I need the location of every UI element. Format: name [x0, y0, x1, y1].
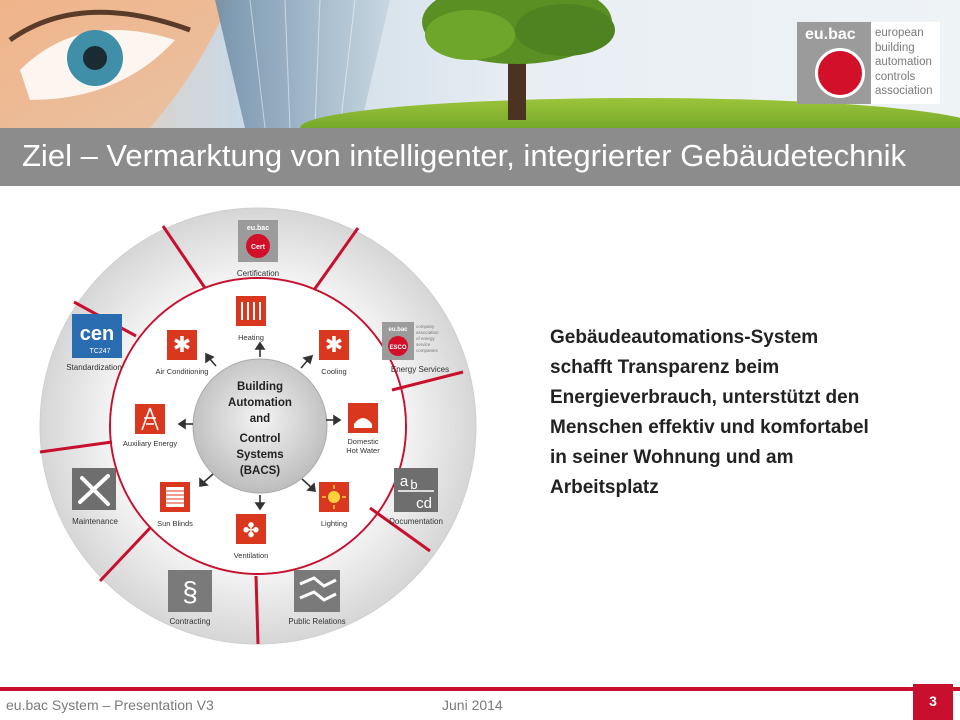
heating-icon	[236, 296, 266, 326]
bacs-wheel	[38, 206, 478, 646]
cen-tc-text: TC247	[89, 348, 111, 355]
svg-text:✤: ✤	[242, 520, 260, 542]
logo-word: controls	[875, 70, 916, 83]
logo-word: association	[875, 85, 933, 97]
documentation-item	[389, 468, 443, 526]
hub-label: and	[249, 413, 271, 425]
cert-badge-text: Cert	[250, 244, 266, 251]
maintenance-label: Maintenance	[72, 517, 118, 526]
standardization-label: Standardization	[66, 363, 122, 372]
public-relations-label: Public Relations	[288, 617, 346, 626]
hub-label: Systems	[236, 449, 284, 461]
standardization-item	[66, 314, 122, 372]
svg-text:✱: ✱	[324, 332, 344, 357]
air-conditioning-label: Air Conditioning	[155, 367, 209, 376]
hub-label: Building	[237, 381, 283, 393]
contracting-item	[168, 570, 212, 626]
sun-blinds-label: Sun Blinds	[157, 519, 193, 528]
certification-label: Certification	[236, 269, 280, 278]
footer-date: Juni 2014	[442, 697, 503, 713]
documentation-label: Documentation	[389, 517, 443, 526]
logo-abbreviation: eu.bac	[805, 26, 856, 43]
doc-letter: b	[410, 477, 418, 492]
heating-item	[236, 296, 266, 342]
ventilation-label: Ventilation	[233, 551, 269, 560]
section-sign: §	[182, 576, 198, 607]
energy-services-label: Energy Services	[390, 365, 450, 374]
hot-water-item	[346, 403, 380, 455]
eubac-logo	[797, 22, 940, 104]
logo-red-circle	[815, 48, 865, 98]
lighting-item	[319, 482, 349, 528]
title-bar	[0, 128, 960, 186]
logo-wordmark	[875, 26, 939, 99]
public-relations-icon	[294, 570, 340, 612]
public-relations-item	[288, 570, 345, 626]
heating-label: Heating	[238, 333, 264, 342]
certification-item	[237, 220, 279, 278]
hub-label: (BACS)	[239, 465, 281, 477]
bacs-diagram	[38, 206, 478, 646]
footer-rule	[0, 687, 960, 691]
maintenance-item	[72, 468, 118, 526]
logo-word: european	[875, 27, 924, 39]
esco-caption-line: of energy	[416, 336, 435, 341]
hub-label: Control	[239, 433, 281, 445]
esco-badge-top: eu.bac	[388, 327, 408, 333]
cert-badge-top: eu.bac	[246, 225, 270, 232]
doc-letter: cd	[416, 495, 432, 512]
lighting-label: Lighting	[320, 519, 348, 528]
page-number-badge: 3	[913, 684, 953, 720]
logo-word: automation	[875, 56, 932, 68]
svg-text:✱: ✱	[172, 332, 192, 357]
esco-caption-line: association	[416, 330, 439, 335]
contracting-label: Contracting	[169, 617, 211, 626]
cooling-label: Cooling	[321, 367, 347, 376]
esco-caption-line: companies	[416, 348, 438, 353]
auxiliary-energy-label: Auxiliary Energy	[122, 439, 178, 448]
footer-presentation-name: eu.bac System – Presentation V3	[6, 697, 214, 713]
slide-body-text: Gebäudeautomations-System schafft Transparenz beim Energieverbrauch, unterstützt den Menschen effektiv und komfortabel in seiner Wohnung und am Arbeitsplatz	[550, 327, 869, 498]
logo-word: building	[875, 41, 915, 54]
header-banner	[0, 0, 960, 128]
cooling-item	[319, 330, 349, 376]
esco-caption-line: company	[416, 324, 435, 329]
hot-water-label: Hot Water	[346, 446, 380, 455]
doc-letter: a	[399, 473, 409, 490]
sun-blinds-item	[157, 482, 193, 528]
hub-label: Automation	[228, 397, 292, 409]
cen-logo-text: cen	[79, 323, 115, 345]
hot-water-label: Domestic	[347, 437, 379, 446]
slide-title: Ziel – Vermarktung von intelligenter, integrierter Gebäudetechnik	[22, 138, 906, 173]
ventilation-item	[234, 514, 269, 560]
esco-caption-line: service	[416, 342, 431, 347]
logo-mark	[797, 22, 871, 104]
esco-badge-text: ESCO	[389, 345, 407, 351]
